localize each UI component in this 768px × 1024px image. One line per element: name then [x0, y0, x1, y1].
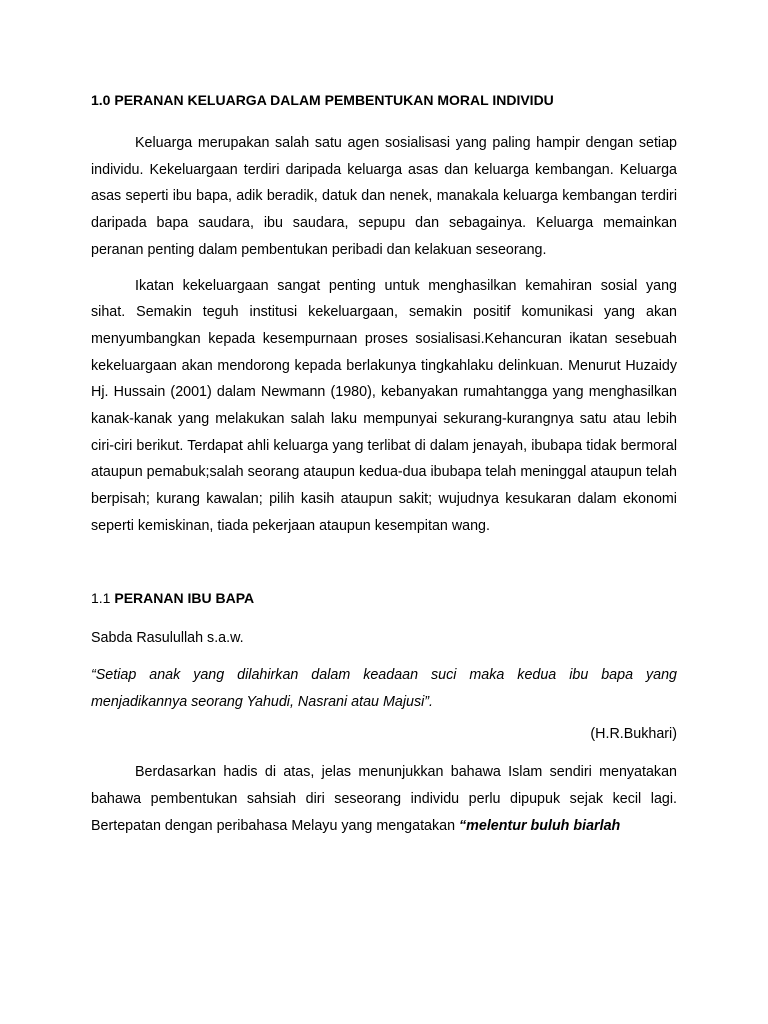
section-1-paragraph-1: Keluarga merupakan salah satu agen sosialisasi yang paling hampir dengan setiap individu. Kekeluargaan terdiri daripada keluarga asas dan keluarga kembangan. Keluarga asas seperti ibu bapa, adik beradik, datuk dan nenek, manakala keluarga kembangan terdiri daripada bapa saudara, ibu saudara, sepupu dan sebagainya. Keluarga memainkan peranan penting dalam pembentukan peribadi dan kelakuan seseorang.: [91, 135, 677, 258]
document-page: [91, 90, 677, 839]
hadith-quote: “Setiap anak yang dilahirkan dalam keadaan suci maka kedua ibu bapa yang menjadikannya seorang Yahudi, Nasrani atau Majusi”.: [91, 667, 677, 710]
section-1-1-paragraph-1: [91, 759, 677, 839]
proverb-emphasis: “melentur buluh biarlah: [459, 817, 621, 834]
hadith-intro: Sabda Rasulullah s.a.w.: [91, 629, 244, 646]
section-1-heading: 1.0 PERANAN KELUARGA DALAM PEMBENTUKAN MORAL INDIVIDU: [91, 92, 554, 108]
paragraph-text: Berdasarkan hadis di atas, jelas menunjukkan bahawa Islam sendiri menyatakan bahawa pembentukan sahsiah diri seseorang individu perlu dipupuk sejak kecil lagi. Bertepatan dengan peribahasa Melayu yang mengatakan: [91, 764, 677, 834]
hadith-source: (H.R.Bukhari): [590, 725, 677, 742]
section-title: PERANAN IBU BAPA: [114, 589, 255, 606]
section-1-paragraph-2: Ikatan kekeluargaan sangat penting untuk menghasilkan kemahiran sosial yang sihat. Semakin teguh institusi kekeluargaan, semakin positif komunikasi yang akan menyumbangkan kepada kesempurnaan proses sosialisasi.Kehancuran ikatan sesebuah kekeluargaan akan mendorong kepada berlakunya tingkahlaku delinkuan. Menurut Huzaidy Hj. Hussain (2001) dalam Newmann (1980), kebanyakan rumahtangga yang menghasilkan kanak-kanak yang melakukan salah laku mempunyai sekurang-kurangnya satu atau lebih ciri-ciri berikut. Terdapat ahli keluarga yang terlibat di dalam jenayah, ibubapa tidak bermoral ataupun pemabuk;salah seorang ataupun kedua-dua ibubapa telah meninggal ataupun telah berpisah; kurang kawalan; pilih kasih ataupun sakit; wujudnya kesukaran dalam ekonomi seperti kemiskinan, tiada pekerjaan ataupun kesempitan wang.: [91, 277, 677, 534]
section-1-1-heading: [91, 588, 677, 608]
section-number: 1.1: [91, 589, 115, 606]
